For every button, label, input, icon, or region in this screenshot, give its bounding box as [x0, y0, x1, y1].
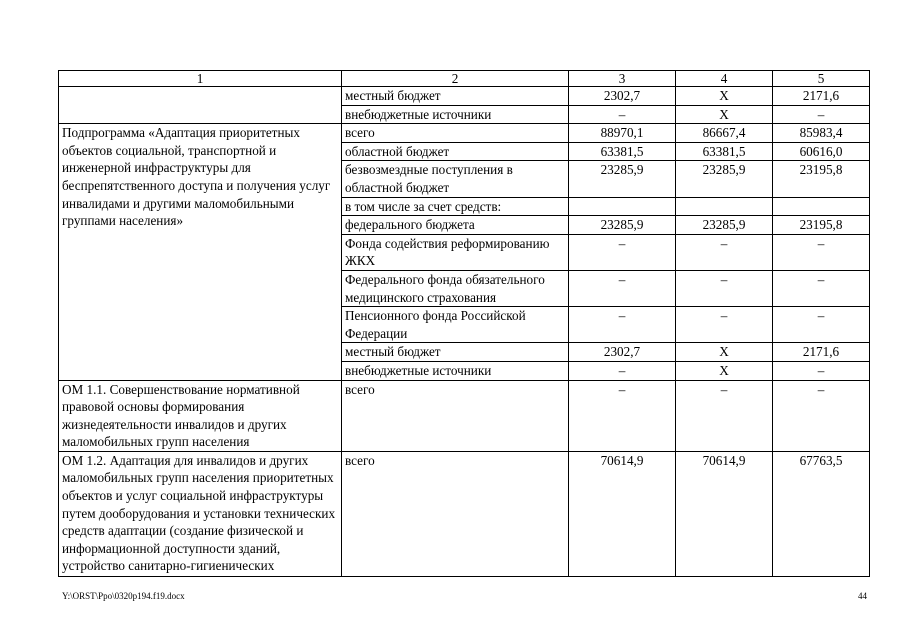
- value-cell: –: [569, 361, 676, 380]
- value-cell: 23195,8: [773, 216, 870, 235]
- header-cell: 1: [59, 71, 342, 87]
- value-cell: 23195,8: [773, 161, 870, 197]
- value-cell: 23285,9: [569, 216, 676, 235]
- value-cell: –: [569, 270, 676, 306]
- source-cell: Фонда содействия реформированию ЖКХ: [342, 234, 569, 270]
- table-row: [59, 124, 870, 143]
- value-cell: –: [773, 380, 870, 451]
- page-footer: [62, 591, 867, 601]
- value-cell: 70614,9: [569, 451, 676, 576]
- value-cell: 85983,4: [773, 124, 870, 143]
- source-cell: внебюджетные источники: [342, 105, 569, 124]
- value-cell: [569, 197, 676, 216]
- value-cell: –: [569, 380, 676, 451]
- empty-cell: [59, 87, 342, 124]
- value-cell: 88970,1: [569, 124, 676, 143]
- value-cell: –: [773, 270, 870, 306]
- value-cell: [773, 197, 870, 216]
- subprogram-title: Подпрограмма «Адаптация приоритетных объектов социальной, транспортной и инженерной инфраструктуры для беспрепятственного доступа и получения услуг инвалидами и другими маломобильными группами населения»: [59, 124, 342, 380]
- table-row: [59, 87, 870, 106]
- source-cell: Федерального фонда обязательного медицинского страхования: [342, 270, 569, 306]
- source-cell: областной бюджет: [342, 142, 569, 161]
- table-row: [59, 380, 870, 451]
- file-path: Y:\ORST\Ppo\0320p194.f19.docx: [62, 591, 185, 601]
- value-cell: 63381,5: [569, 142, 676, 161]
- value-cell: –: [773, 307, 870, 343]
- value-cell: X: [676, 343, 773, 362]
- source-cell: местный бюджет: [342, 343, 569, 362]
- measure-title: ОМ 1.1. Совершенствование нормативной правовой основы формирования жизнедеятельности инвалидов и других маломобильных групп населения: [59, 380, 342, 451]
- source-cell: Пенсионного фонда Российской Федерации: [342, 307, 569, 343]
- value-cell: X: [676, 361, 773, 380]
- value-cell: 2171,6: [773, 343, 870, 362]
- value-cell: –: [773, 361, 870, 380]
- source-cell: местный бюджет: [342, 87, 569, 106]
- value-cell: –: [569, 234, 676, 270]
- value-cell: [676, 197, 773, 216]
- header-cell: 5: [773, 71, 870, 87]
- source-cell: всего: [342, 380, 569, 451]
- header-cell: 4: [676, 71, 773, 87]
- source-cell: федерального бюджета: [342, 216, 569, 235]
- value-cell: 23285,9: [569, 161, 676, 197]
- value-cell: 63381,5: [676, 142, 773, 161]
- measure-title: ОМ 1.2. Адаптация для инвалидов и других маломобильных групп населения приоритетных объектов и услуг социальной инфраструктуры путем дооборудования и установки технических средств адаптации (создание физической и информационной доступности зданий, устройство санитарно-гигиенических: [59, 451, 342, 576]
- source-cell: всего: [342, 124, 569, 143]
- header-cell: 2: [342, 71, 569, 87]
- source-cell: внебюджетные источники: [342, 361, 569, 380]
- value-cell: –: [676, 270, 773, 306]
- value-cell: 86667,4: [676, 124, 773, 143]
- source-cell: всего: [342, 451, 569, 576]
- budget-table: [58, 70, 870, 577]
- value-cell: 2302,7: [569, 87, 676, 106]
- value-cell: X: [676, 87, 773, 106]
- value-cell: X: [676, 105, 773, 124]
- value-cell: –: [676, 307, 773, 343]
- value-cell: –: [569, 105, 676, 124]
- table-row: [59, 451, 870, 576]
- value-cell: –: [676, 380, 773, 451]
- page-number: 44: [858, 591, 867, 601]
- source-cell: в том числе за счет средств:: [342, 197, 569, 216]
- value-cell: 70614,9: [676, 451, 773, 576]
- value-cell: 23285,9: [676, 216, 773, 235]
- value-cell: –: [773, 105, 870, 124]
- source-cell: безвозмездные поступления в областной бюджет: [342, 161, 569, 197]
- value-cell: –: [773, 234, 870, 270]
- value-cell: 67763,5: [773, 451, 870, 576]
- value-cell: 23285,9: [676, 161, 773, 197]
- table-header-row: [59, 71, 870, 87]
- value-cell: –: [676, 234, 773, 270]
- header-cell: 3: [569, 71, 676, 87]
- value-cell: 60616,0: [773, 142, 870, 161]
- value-cell: 2302,7: [569, 343, 676, 362]
- value-cell: 2171,6: [773, 87, 870, 106]
- value-cell: –: [569, 307, 676, 343]
